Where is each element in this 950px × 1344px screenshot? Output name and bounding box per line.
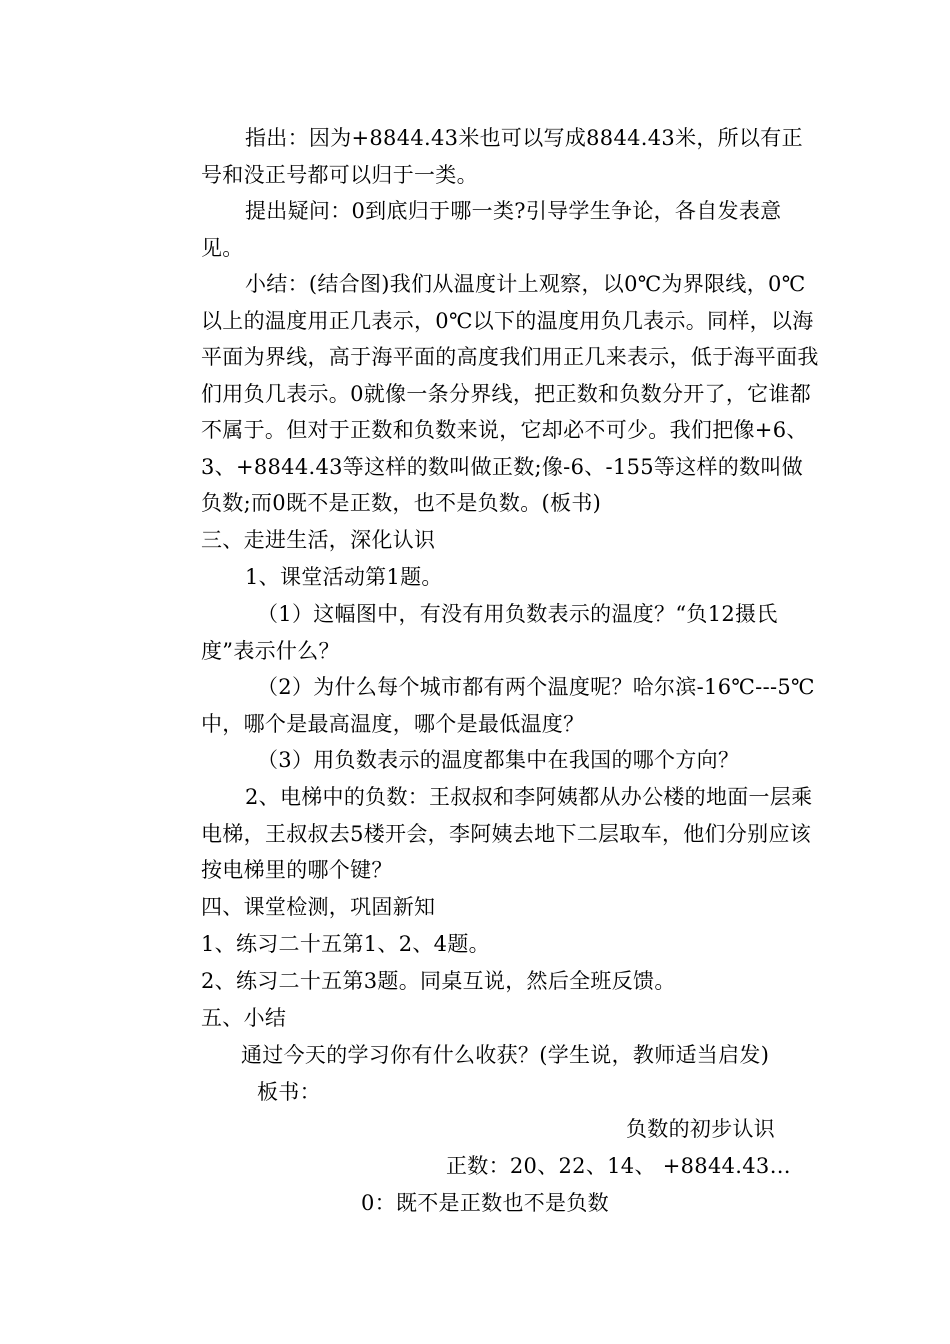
class-activity-item-1: 1、课堂活动第1题。: [245, 565, 443, 589]
paragraph-positive-sign: 指出：因为+8844.43米也可以写成8844.43米，所以有正号和没正号都可以归于一类。: [201, 126, 803, 187]
board-positive-numbers: 正数：20、22、14、 +8844.43…: [446, 1154, 791, 1178]
section-heading-5: 五、小结: [201, 1006, 287, 1030]
section-heading-3: 三、走进生活，深化认识: [201, 528, 436, 552]
paragraph-zero-question: 提出疑问：0到底归于哪一类?引导学生争论，各自发表意见。: [201, 199, 782, 260]
board-title: 负数的初步认识: [626, 1117, 776, 1141]
exercise-item-1: 1、练习二十五第1、2、4题。: [201, 932, 490, 956]
question-2: （2）为什么每个城市都有两个温度呢？哈尔滨-16℃---5℃中，哪个是最高温度，哪个是最低温度？: [201, 675, 815, 736]
paragraph-summary-boundary: 小结：(结合图)我们从温度计上观察，以0℃为界限线，0℃以上的温度用正几表示，0℃以下的温度用负几表示。同样，以海平面为界线，高于海平面的高度我们用正几来表示，低于海平面我们用负几表示。0就像一条分界线，把正数和负数分开了，它谁都不属于。但对于正数和负数来说，它却必不可少。我们把像+6、3、+8844.43等这样的数叫做正数;像-6、-155等这样的数叫做负数;而0既不是正数，也不是负数。(板书): [201, 272, 819, 515]
exercise-item-2: 2、练习二十五第3题。同桌互说，然后全班反馈。: [201, 969, 676, 993]
section-heading-4: 四、课堂检测，巩固新知: [201, 895, 436, 919]
summary-prompt: 通过今天的学习你有什么收获？(学生说，教师适当启发): [241, 1043, 770, 1067]
question-1: （1）这幅图中，有没有用负数表示的温度？“负12摄氏度”表示什么？: [201, 602, 778, 663]
board-zero-note: 0：既不是正数也不是负数: [361, 1191, 609, 1215]
board-label: 板书：: [257, 1080, 321, 1104]
question-3: （3）用负数表示的温度都集中在我国的哪个方向？: [257, 748, 740, 772]
elevator-item-2: 2、电梯中的负数：王叔叔和李阿姨都从办公楼的地面一层乘电梯，王叔叔去5楼开会，李阿姨去地下二层取车，他们分别应该按电梯里的哪个键？: [201, 785, 813, 882]
